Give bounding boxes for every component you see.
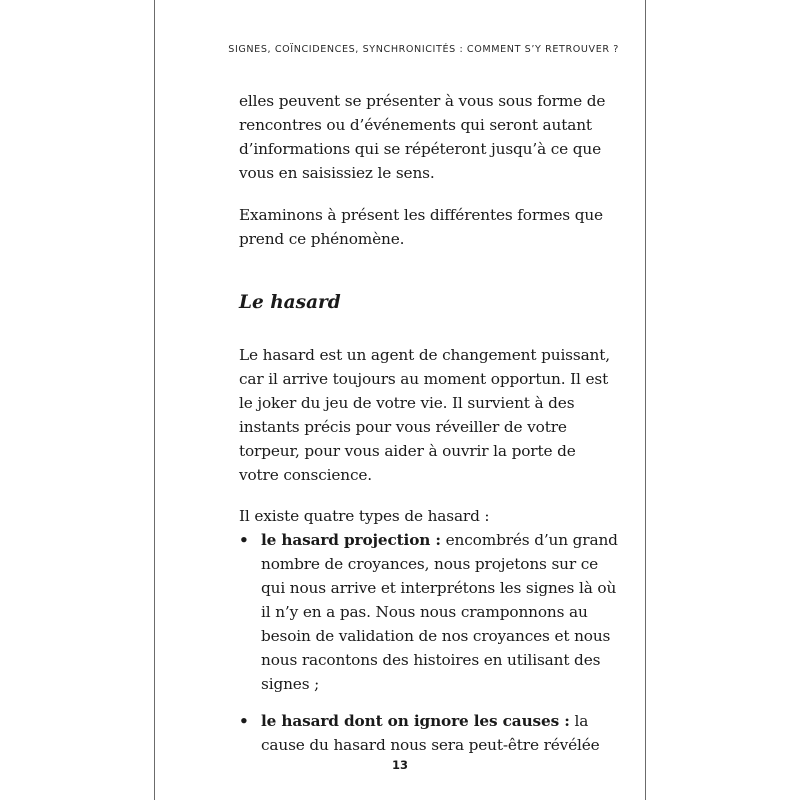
list-item — [239, 709, 619, 757]
running-header: SIGNES, COÏNCIDENCES, SYNCHRONICITÉS : COMMENT S’Y RETROUVER ? — [228, 44, 619, 55]
paragraph-continuation: elles peuvent se présenter à vous sous forme de rencontres ou d’événements qui seront autant d’informations qui se répéteront jusqu’à ce que vous en saisissiez le sens. — [239, 92, 606, 182]
bullet-icon: • — [239, 531, 249, 549]
list-item-text: la cause du hasard nous sera peut-être révélée — [261, 712, 600, 754]
list-item-term: le hasard dont on ignore les causes : — [261, 712, 570, 730]
paragraph-hasard-definition: Le hasard est un agent de changement puissant, car il arrive toujours au moment opportun. Il est le joker du jeu de votre vie. Il survient à des instants précis pour vous réveiller de votre torpeur, pour vous aider à ouvrir la porte de votre conscience. — [239, 346, 610, 484]
book-page — [154, 0, 646, 800]
list-item-text: encombrés d’un grand nombre de croyances, nous projetons sur ce qui nous arrive et interprétons les signes là où il n’y en a pas. Nous nous cramponnons au besoin de validation de nos croyances et nous nous racontons des histoires en utilisant des signes ; — [261, 531, 618, 693]
list-item — [239, 528, 619, 696]
list-item-term: le hasard projection : — [261, 531, 441, 549]
section-heading: Le hasard — [239, 292, 341, 313]
paragraph-intro: Examinons à présent les différentes formes que prend ce phénomène. — [239, 206, 603, 248]
bullet-icon: • — [239, 712, 249, 730]
paragraph-types-intro: Il existe quatre types de hasard : — [239, 507, 490, 525]
page-number: 13 — [391, 758, 408, 772]
hasard-types-list — [239, 528, 619, 770]
